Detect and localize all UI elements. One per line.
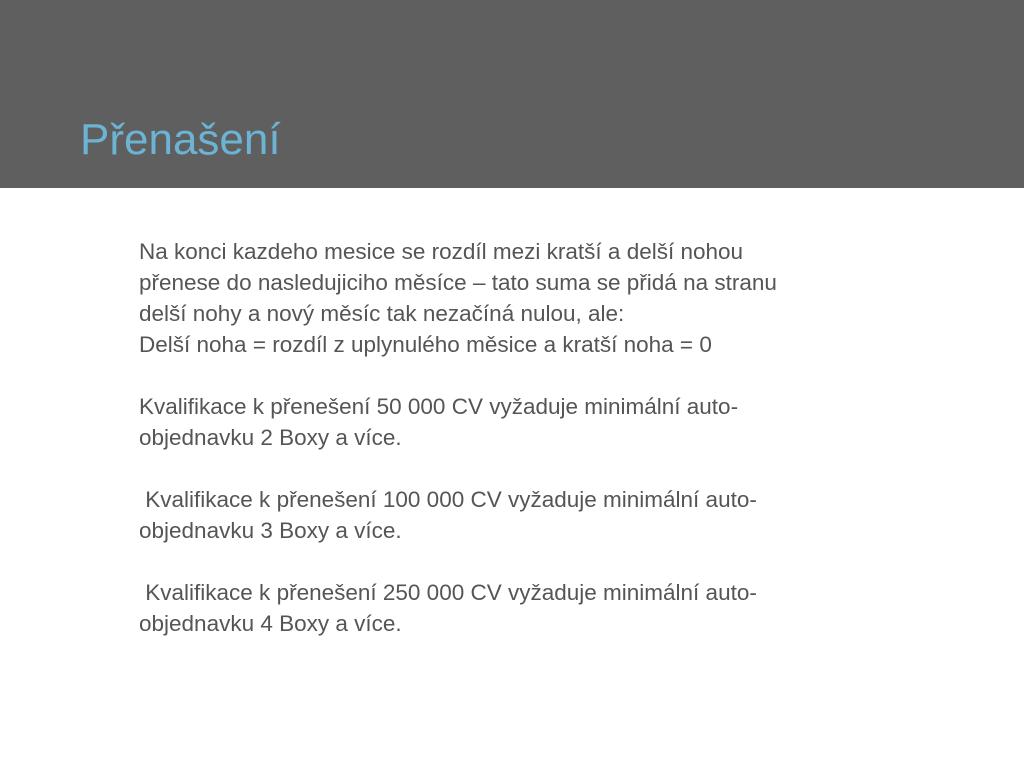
paragraph-spacer: [139, 360, 899, 391]
slide-body: [139, 236, 899, 639]
paragraph-qualification-50000: [139, 391, 899, 453]
slide-title: Přenašení: [80, 115, 281, 164]
paragraph-qualification-250000: [139, 577, 899, 639]
body-line: objednavku 3 Boxy a více.: [139, 518, 402, 543]
body-line: objednavku 2 Boxy a více.: [139, 425, 402, 450]
body-line: Kvalifikace k přenešení 250 000 CV vyžaduje minimální auto-: [139, 580, 757, 605]
paragraph-carryover-explanation: [139, 236, 899, 360]
paragraph-spacer: [139, 453, 899, 484]
body-line: přenese do nasledujiciho měsíce – tato suma se přidá na stranu: [139, 270, 777, 295]
body-line: Kvalifikace k přenešení 100 000 CV vyžaduje minimální auto-: [139, 487, 757, 512]
body-line: Kvalifikace k přenešení 50 000 CV vyžaduje minimální auto-: [139, 394, 739, 419]
body-line: Na konci kazdeho mesice se rozdíl mezi kratší a delší nohou: [139, 239, 744, 264]
body-line: objednavku 4 Boxy a více.: [139, 611, 402, 636]
body-line: Delší noha = rozdíl z uplynulého měsice a kratší noha = 0: [139, 332, 712, 357]
body-line: delší nohy a nový měsíc tak nezačíná nulou, ale:: [139, 301, 625, 326]
paragraph-qualification-100000: [139, 484, 899, 546]
paragraph-spacer: [139, 546, 899, 577]
